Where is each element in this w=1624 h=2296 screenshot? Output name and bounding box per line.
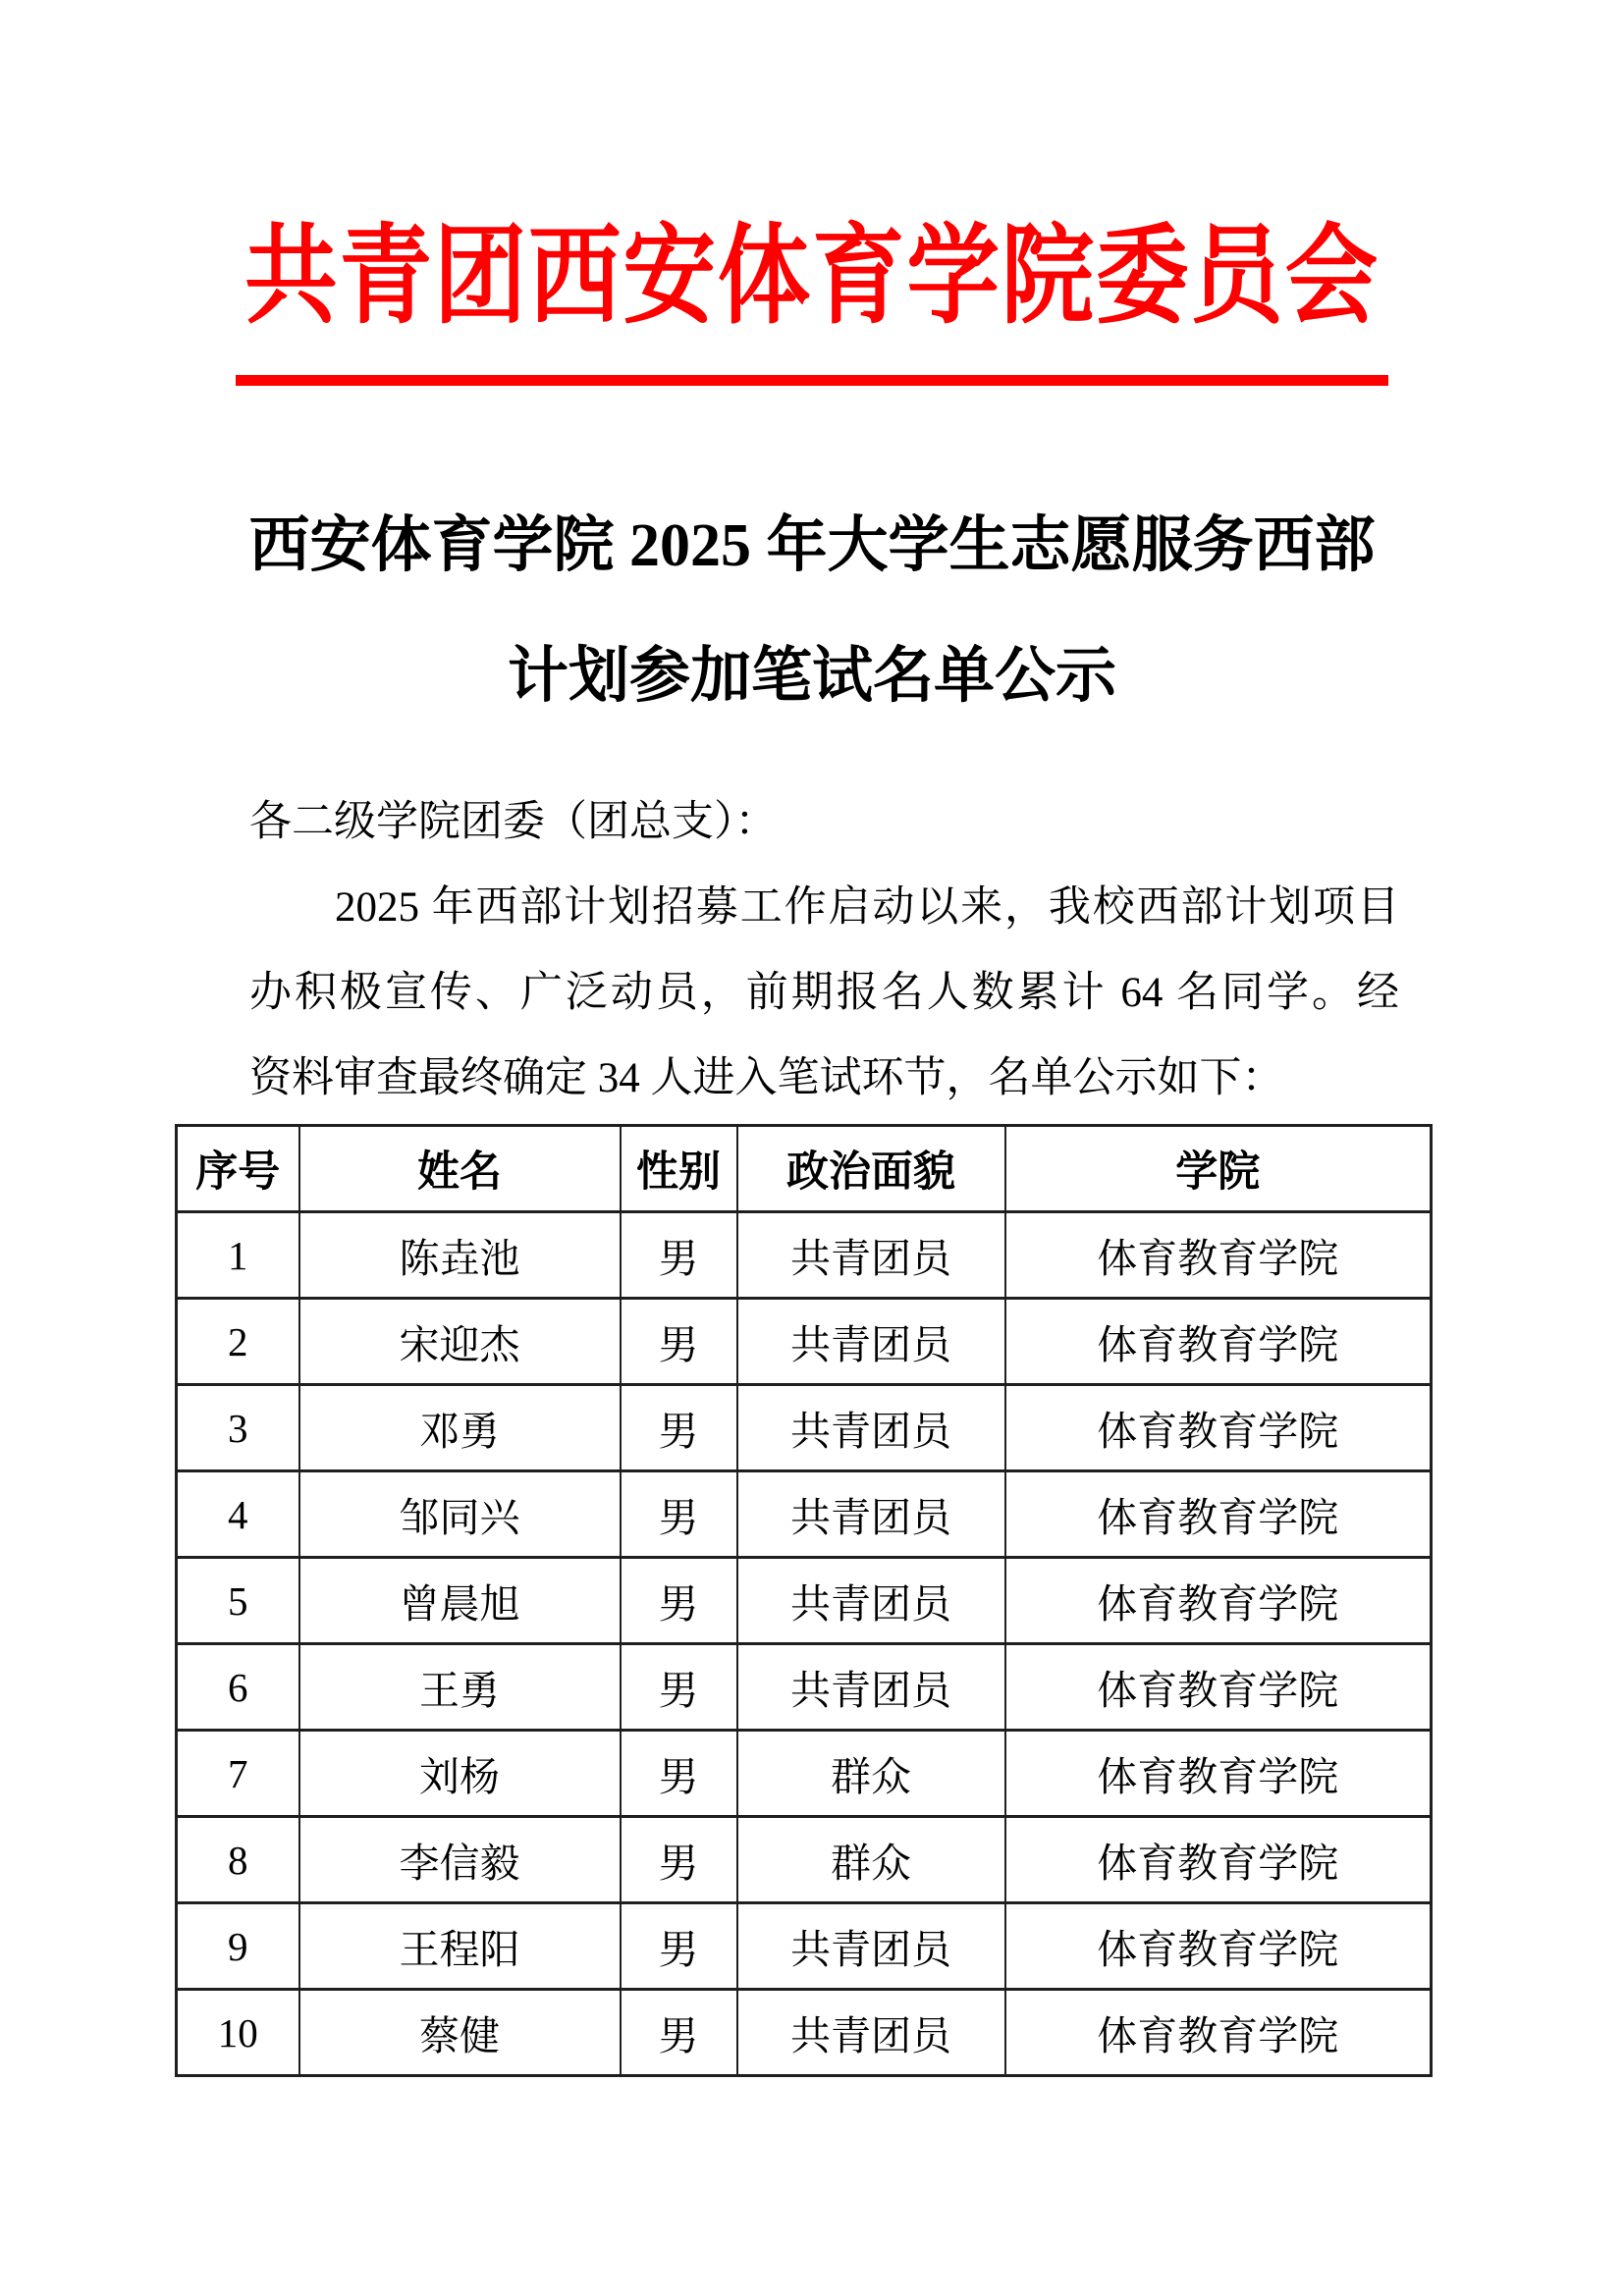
cell-college: 体育教育学院 — [1005, 1903, 1432, 1990]
cell-gender: 男 — [621, 1385, 737, 1471]
cell-gender: 男 — [621, 1990, 737, 2076]
cell-gender: 男 — [621, 1212, 737, 1299]
cell-gender: 男 — [621, 1471, 737, 1558]
table-row — [177, 1817, 1432, 1903]
table-row — [177, 1731, 1432, 1817]
letterhead-double-rule — [236, 375, 1388, 386]
cell-political-status: 共青团员 — [737, 1471, 1005, 1558]
cell-college: 体育教育学院 — [1005, 1471, 1432, 1558]
document-title-line2: 计划参加笔试名单公示 — [507, 643, 1116, 710]
col-header-college: 学院 — [1005, 1126, 1432, 1212]
cell-name: 蔡健 — [299, 1990, 621, 2076]
table-row — [177, 1299, 1432, 1385]
col-header-name: 姓名 — [299, 1126, 621, 1212]
cell-political-status: 共青团员 — [737, 1903, 1005, 1990]
col-header-political-status: 政治面貌 — [737, 1126, 1005, 1212]
cell-gender: 男 — [621, 1731, 737, 1817]
cell-name: 陈垚池 — [299, 1212, 621, 1299]
table-row — [177, 1558, 1432, 1644]
cell-gender: 男 — [621, 1817, 737, 1903]
cell-political-status: 共青团员 — [737, 1212, 1005, 1299]
table-row — [177, 1903, 1432, 1990]
cell-political-status: 共青团员 — [737, 1558, 1005, 1644]
cell-no: 4 — [177, 1471, 299, 1558]
cell-gender: 男 — [621, 1558, 737, 1644]
cell-name: 邹同兴 — [299, 1471, 621, 1558]
roster-header-row — [177, 1126, 1432, 1212]
col-header-no: 序号 — [177, 1126, 299, 1212]
cell-name: 宋迎杰 — [299, 1299, 621, 1385]
cell-no: 8 — [177, 1817, 299, 1903]
cell-name: 邓勇 — [299, 1385, 621, 1471]
letterhead-org-name: 共青团西安体育学院委员会 — [244, 217, 1380, 337]
cell-gender: 男 — [621, 1299, 737, 1385]
cell-no: 10 — [177, 1990, 299, 2076]
document-title-line1: 西安体育学院 2025 年大学生志愿服务西部 — [248, 512, 1376, 579]
cell-no: 9 — [177, 1903, 299, 1990]
cell-political-status: 共青团员 — [737, 1385, 1005, 1471]
cell-name: 王程阳 — [299, 1903, 621, 1990]
cell-college: 体育教育学院 — [1005, 1558, 1432, 1644]
document-body — [249, 779, 1399, 1121]
cell-no: 1 — [177, 1212, 299, 1299]
cell-political-status: 群众 — [737, 1817, 1005, 1903]
cell-no: 3 — [177, 1385, 299, 1471]
cell-political-status: 共青团员 — [737, 1299, 1005, 1385]
roster-table — [175, 1124, 1433, 2077]
cell-college: 体育教育学院 — [1005, 1817, 1432, 1903]
cell-no: 2 — [177, 1299, 299, 1385]
cell-name: 李信毅 — [299, 1817, 621, 1903]
salutation-line: 各二级学院团委（团总支）： — [249, 799, 778, 845]
cell-college: 体育教育学院 — [1005, 1385, 1432, 1471]
col-header-gender: 性别 — [621, 1126, 737, 1212]
cell-college: 体育教育学院 — [1005, 1731, 1432, 1817]
cell-political-status: 群众 — [737, 1731, 1005, 1817]
table-row — [177, 1644, 1432, 1731]
cell-name: 曾晨旭 — [299, 1558, 621, 1644]
table-row — [177, 1385, 1432, 1471]
cell-gender: 男 — [621, 1903, 737, 1990]
cell-college: 体育教育学院 — [1005, 1644, 1432, 1731]
cell-college: 体育教育学院 — [1005, 1299, 1432, 1385]
cell-name: 刘杨 — [299, 1731, 621, 1817]
table-row — [177, 1990, 1432, 2076]
cell-political-status: 共青团员 — [737, 1990, 1005, 2076]
table-row — [177, 1471, 1432, 1558]
cell-name: 王勇 — [299, 1644, 621, 1731]
roster-table-body — [177, 1212, 1432, 2076]
paragraph-line-1: 2025 年西部计划招募工作启动以来，我校西部计划项目 — [335, 884, 1399, 931]
cell-college: 体育教育学院 — [1005, 1990, 1432, 2076]
cell-no: 7 — [177, 1731, 299, 1817]
cell-gender: 男 — [621, 1644, 737, 1731]
cell-political-status: 共青团员 — [737, 1644, 1005, 1731]
cell-no: 5 — [177, 1558, 299, 1644]
paragraph-line-2: 办积极宣传、广泛动员，前期报名人数累计 64 名同学。经 — [249, 970, 1399, 1016]
document-title — [0, 481, 1624, 742]
table-row — [177, 1212, 1432, 1299]
cell-college: 体育教育学院 — [1005, 1212, 1432, 1299]
cell-no: 6 — [177, 1644, 299, 1731]
paragraph-line-3: 资料审查最终确定 34 人进入笔试环节，名单公示如下： — [249, 1055, 1284, 1101]
